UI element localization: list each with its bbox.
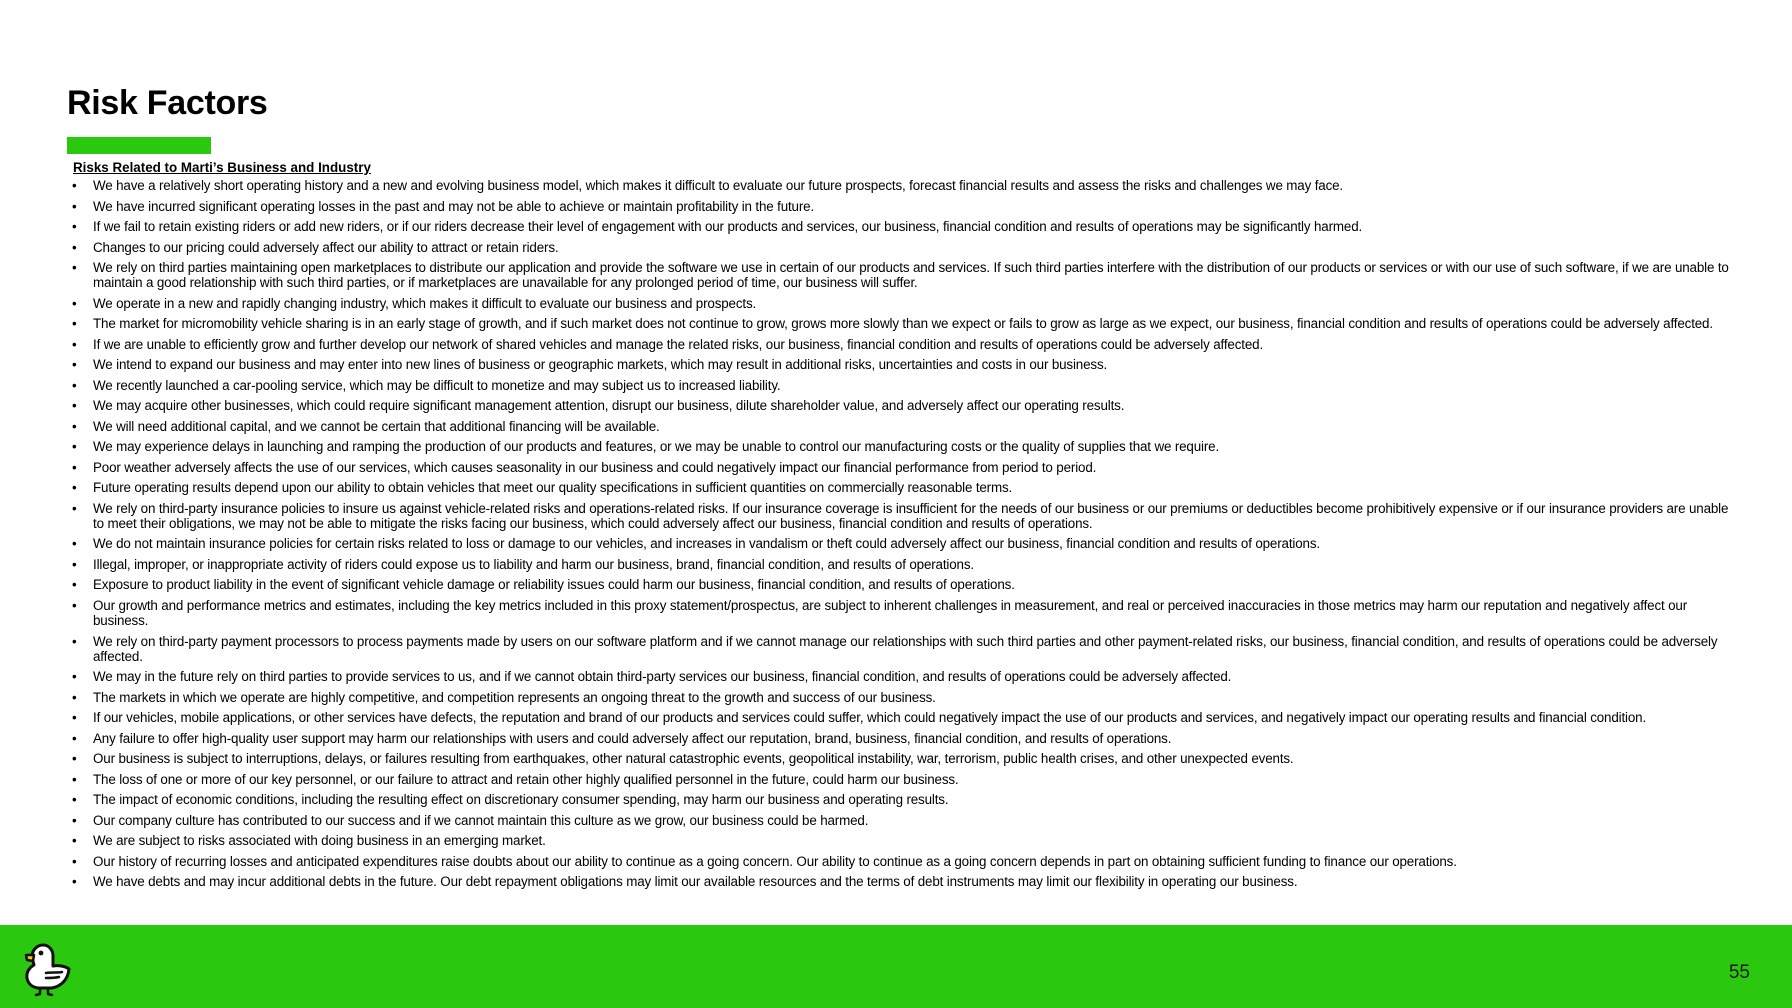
bullet-marker: • [72, 219, 77, 234]
bullet-marker: • [72, 689, 77, 705]
risk-item-text: The loss of one or more of our key personnel, or our failure to attract and retain other highly qualified personnel in the future, could harm our business. [93, 771, 959, 787]
duck-mascot-icon [22, 941, 74, 997]
risk-item-text: Illegal, improper, or inappropriate activity of riders could expose us to liability and harm our business, brand, financial condition, and results of operations. [93, 556, 974, 572]
page-number: 55 [1728, 962, 1750, 983]
risk-list-item [72, 357, 1738, 372]
risk-item-text: We do not maintain insurance policies for certain risks related to loss or damage to our vehicles, and increases in vandalism or theft could adversely affect our business, financial condition and results of operations. [93, 536, 1320, 552]
bullet-marker: • [72, 833, 77, 849]
bullet-marker: • [72, 239, 77, 255]
bullet-marker: • [72, 710, 77, 726]
bullet-marker: • [72, 480, 77, 496]
bullet-marker: • [72, 771, 77, 787]
risk-list-item [72, 419, 1738, 434]
risk-list-item [72, 772, 1738, 787]
bullet-marker: • [72, 669, 77, 685]
risk-list-item [72, 501, 1738, 531]
risk-list-item [72, 337, 1738, 352]
risk-item-text: We may experience delays in launching and ramping the production of our products and features, or we may be unable to control our manufacturing costs or the quality of supplies that we require. [93, 439, 1220, 455]
bullet-marker: • [72, 198, 77, 214]
risk-item-text: Our history of recurring losses and anticipated expenditures raise doubts about our ability to continue as a going concern. Our ability to continue as a going concern depends in part on obtaining sufficient funding to finance our operations. [93, 853, 1457, 869]
bullet-marker: • [72, 874, 77, 890]
bullet-marker: • [72, 357, 77, 373]
risk-list-item [72, 260, 1738, 290]
risk-list-item [72, 598, 1738, 628]
risk-item-text: Future operating results depend upon our ability to obtain vehicles that meet our quality specifications in sufficient quantities on commercially reasonable terms. [93, 480, 1013, 496]
bullet-marker: • [72, 316, 77, 332]
risk-list-item [72, 240, 1738, 255]
bullet-marker: • [72, 178, 77, 193]
page-title: Risk Factors [67, 84, 268, 122]
title-accent-bar [67, 137, 211, 154]
footer-bar [0, 925, 1792, 1008]
bullet-marker: • [72, 377, 77, 393]
bullet-marker: • [72, 812, 77, 828]
risk-item-text: Exposure to product liability in the event of significant vehicle damage or reliability issues could harm our business, financial condition, and results of operations. [93, 577, 1015, 593]
risk-list-item [72, 536, 1738, 551]
risk-list [72, 178, 1738, 890]
risk-item-text: We may in the future rely on third parties to provide services to us, and if we cannot obtain third-party services our business, financial condition, and results of operations could be adversely affected. [93, 669, 1232, 685]
risk-item-text: We may acquire other businesses, which could require significant management attention, disrupt our business, dilute shareholder value, and adversely affect our operating results. [93, 398, 1125, 414]
risk-item-text: We recently launched a car-pooling service, which may be difficult to monetize and may subject us to increased liability. [93, 377, 781, 393]
risk-list-item [72, 813, 1738, 828]
risk-list-item [72, 378, 1738, 393]
risk-list-item [72, 557, 1738, 572]
risk-list-item [72, 710, 1738, 725]
bullet-marker: • [72, 633, 77, 649]
risk-item-text: The market for micromobility vehicle sharing is in an early stage of growth, and if such market does not continue to grow, grows more slowly than we expect or fails to grow as large as we expect, our business, financial condition and results of operations could be adversely affected. [93, 316, 1713, 332]
risk-list-item [72, 439, 1738, 454]
bullet-marker: • [72, 418, 77, 434]
bullet-marker: • [72, 439, 77, 455]
risk-item-text: We rely on third-party insurance policies to insure us against vehicle-related risks and operations-related risks. If our insurance coverage is insufficient for the needs of our business or our premiums or deductibles become prohibitively expensive or if our insurance providers are unable to meet their obligations, we may not be able to mitigate the risks facing our business, which could adversely affect our business, financial condition and results of operations. [93, 500, 1729, 531]
risk-item-text: Any failure to offer high-quality user support may harm our relationships with users and could adversely affect our reputation, brand, business, financial condition, and results of operations. [93, 730, 1172, 746]
bullet-marker: • [72, 853, 77, 869]
risk-item-text: We have debts and may incur additional debts in the future. Our debt repayment obligations may limit our available resources and the terms of debt instruments may limit our flexibility in operating our business. [93, 874, 1298, 890]
risk-item-text: If we fail to retain existing riders or add new riders, or if our riders decrease their level of engagement with our products and services, our business, financial condition and results of operations may be significantly harmed. [93, 219, 1363, 234]
risk-item-text: We have incurred significant operating losses in the past and may not be able to achieve or maintain profitability in the future. [93, 198, 815, 214]
risk-item-text: The markets in which we operate are highly competitive, and competition represents an ongoing threat to the growth and success of our business. [93, 689, 936, 705]
risk-list-item [72, 669, 1738, 684]
risk-list-item [72, 577, 1738, 592]
risk-item-text: The impact of economic conditions, including the resulting effect on discretionary consumer spending, may harm our business and operating results. [93, 792, 949, 808]
risk-item-text: Our company culture has contributed to our success and if we cannot maintain this culture as we grow, our business could be harmed. [93, 812, 869, 828]
risk-list-item [72, 874, 1738, 889]
bullet-marker: • [72, 792, 77, 808]
risk-list-item [72, 751, 1738, 766]
risk-list-item [72, 792, 1738, 807]
risk-list-item [72, 833, 1738, 848]
risk-item-text: We are subject to risks associated with doing business in an emerging market. [93, 833, 546, 849]
bullet-marker: • [72, 459, 77, 475]
risk-list-item [72, 178, 1738, 193]
risk-item-text: We rely on third parties maintaining open marketplaces to distribute our application and provide the software we use in certain of our products and services. If such third parties interfere with the distribution of our products or services or with our use of such software, if we are unable to maintain a good relationship with such third parties, or if marketplaces are unavailable for any prolonged period of time, our business will suffer. [93, 260, 1729, 291]
risk-list-item [72, 460, 1738, 475]
bullet-marker: • [72, 398, 77, 414]
risk-item-text: Changes to our pricing could adversely affect our ability to attract or retain riders. [93, 239, 559, 255]
risk-list-item [72, 316, 1738, 331]
section-heading: Risks Related to Marti’s Business and Industry [73, 160, 371, 175]
risk-list-item [72, 219, 1738, 234]
bullet-marker: • [72, 730, 77, 746]
risk-item-text: Our business is subject to interruptions, delays, or failures resulting from earthquakes, other natural catastrophic events, geopolitical instability, war, terrorism, public health crises, and other unexpected events. [93, 751, 1294, 767]
bullet-marker: • [72, 751, 77, 767]
bullet-marker: • [72, 500, 77, 516]
bullet-marker: • [72, 577, 77, 593]
risk-list-item [72, 690, 1738, 705]
bullet-marker: • [72, 597, 77, 613]
risk-list-item [72, 398, 1738, 413]
risk-item-text: We intend to expand our business and may enter into new lines of business or geographic markets, which may result in additional risks, uncertainties and costs in our business. [93, 357, 1108, 373]
risk-item-text: We operate in a new and rapidly changing industry, which makes it difficult to evaluate our business and prospects. [93, 295, 757, 311]
risk-item-text: We will need additional capital, and we cannot be certain that additional financing will be available. [93, 418, 660, 434]
risk-item-text: If we are unable to efficiently grow and further develop our network of shared vehicles and manage the related risks, our business, financial condition and results of operations could be adversely affected. [93, 336, 1264, 352]
risk-item-text: We rely on third-party payment processors to process payments made by users on our software platform and if we cannot manage our relationships with such third parties and other payment-related risks, our business, financial condition, and results of operations could be adversely affected. [93, 633, 1718, 664]
risk-item-text: If our vehicles, mobile applications, or other services have defects, the reputation and brand of our products and services could suffer, which could negatively impact the use of our products and services, and negatively impact our operating results and financial condition. [93, 710, 1647, 726]
risk-item-text: We have a relatively short operating history and a new and evolving business model, which makes it difficult to evaluate our future prospects, forecast financial results and assess the risks and challenges we may face. [93, 178, 1344, 193]
risk-item-text: Poor weather adversely affects the use of our services, which causes seasonality in our business and could negatively impact our financial performance from period to period. [93, 459, 1097, 475]
risk-list-item [72, 480, 1738, 495]
risk-list-item [72, 199, 1738, 214]
bullet-marker: • [72, 336, 77, 352]
risk-list-item [72, 854, 1738, 869]
bullet-marker: • [72, 260, 77, 275]
risk-factors-section [72, 158, 1738, 895]
bullet-marker: • [72, 295, 77, 311]
risk-list-item [72, 634, 1738, 664]
risk-list-item [72, 731, 1738, 746]
risk-list-item [72, 296, 1738, 311]
bullet-marker: • [72, 536, 77, 552]
bullet-marker: • [72, 556, 77, 572]
risk-item-text: Our growth and performance metrics and estimates, including the key metrics included in this proxy statement/prospectus, are subject to inherent challenges in measurement, and real or perceived inaccuracies in those metrics may harm our reputation and negatively affect our business. [93, 597, 1688, 629]
